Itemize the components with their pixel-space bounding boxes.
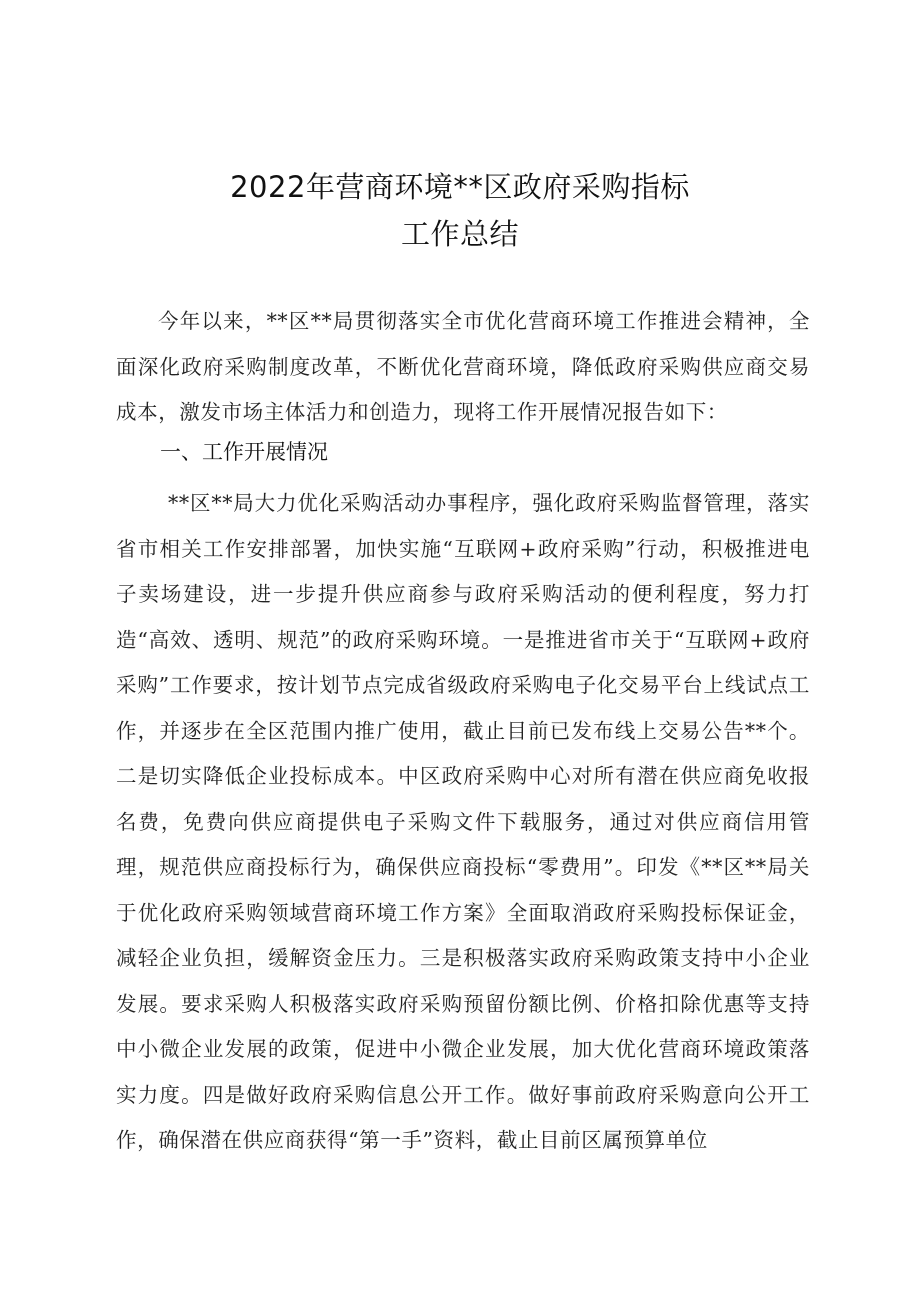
document-title-line1: 2022年营商环境**区政府采购指标 bbox=[230, 170, 690, 204]
document-title-line2: 工作总结 bbox=[400, 217, 519, 251]
section-heading: 一、工作开展情况 bbox=[160, 440, 328, 464]
intro-paragraph: 今年以来，**区**局贯彻落实全市优化营商环境工作推进会精神，全面深化政府采购制度改革，不断优化营商环境，降低政府采购供应商交易成本，激发市场主体活力和创造力，现将工作开展情况报告如下： bbox=[116, 309, 810, 424]
section-paragraph: **区**局大力优化采购活动办事程序，强化政府采购监督管理，落实省市相关工作安排部署，加快实施“互联网+政府采购”行动，积极推进电子卖场建设，进一步提升供应商参与政府采购活动的便利程度，努力打造“高效、透明、规范”的政府采购环境。一是推进省市关于“互联网+政府采购”工作要求，按计划节点完成省级政府采购电子化交易平台上线试点工作，并逐步在全区范围内推广使用，截止目前已发布线上交易公告**个。二是切实降低企业投标成本。中区政府采购中心对所有潜在供应商免收报名费，免费向供应商提供电子采购文件下载服务，通过对供应商信用管理，规范供应商投标行为，确保供应商投标“零费用”。印发《**区**局关于优化政府采购领域营商环境工作方案》全面取消政府采购投标保证金，减轻企业负担，缓解资金压力。三是积极落实政府采购政策支持中小企业发展。要求采购人积极落实政府采购预留份额比例、价格扣除优惠等支持中小微企业发展的政策，促进中小微企业发展，加大优化营商环境政策落实力度。四是做好政府采购信息公开工作。做好事前政府采购意向公开工作，确保潜在供应商获得“第一手”资料，截止目前区属预算单位 bbox=[116, 491, 810, 1152]
